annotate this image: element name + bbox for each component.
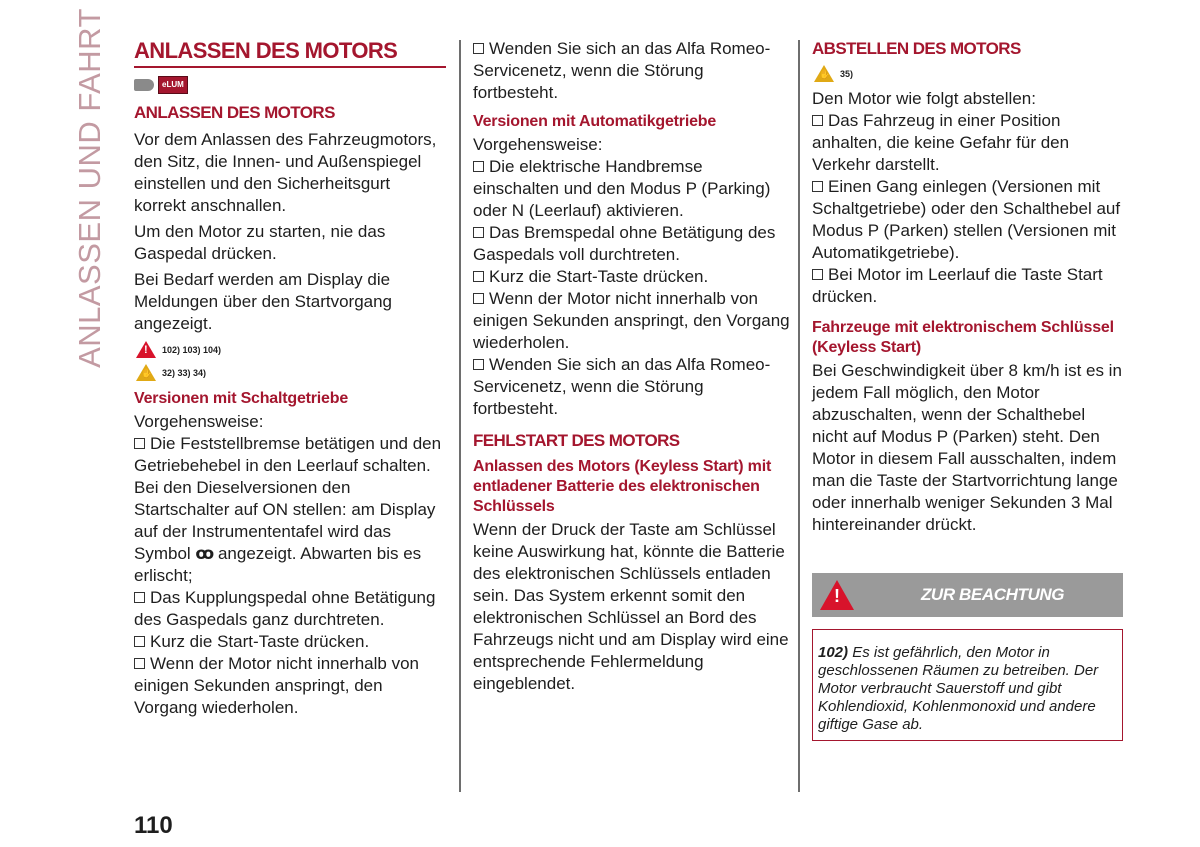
- chapter-side-label: [62, 8, 118, 368]
- paragraph: Wenn der Druck der Taste am Schlüssel keine Auswirkung hat, könnte die Batterie des elektronischen Schlüssels entladen sein. Das System erkennt somit den elektronischen Schlüssel an Bord des Fahrzeugs nicht und am Display wird eine entsprechende Fehlermeldung eingeblendet.: [473, 520, 789, 693]
- step-item: Die elektrische Handbremse einschalten und den Modus P (Parking) oder N (Leerlauf) aktivieren.: [473, 157, 771, 220]
- heading-stop-engine: ABSTELLEN DES MOTORS: [812, 39, 1021, 58]
- page-number: 110: [134, 812, 173, 839]
- caution-hand-icon: [136, 364, 156, 381]
- caution-hand-icon: [814, 65, 834, 82]
- warning-box-title: ZUR BEACHTUNG: [920, 585, 1065, 604]
- step-item: Kurz die Start-Taste drücken.: [134, 631, 446, 653]
- section-title: ANLASSEN DES MOTORS: [134, 38, 446, 68]
- glow-plug-symbol-icon: ꝏ: [195, 544, 214, 563]
- column-divider-1: [459, 40, 461, 792]
- caution-reference-row: [136, 364, 446, 381]
- chapter-side-label-text: ANLASSEN UND FAHRT: [72, 8, 107, 368]
- step-item: Bei Motor im Leerlauf die Taste Start drücken.: [812, 265, 1103, 306]
- checkbox-bullet-icon: [473, 43, 484, 54]
- step-item: Das Kupplungspedal ohne Betätigung des Gaspedals ganz durchtreten.: [134, 588, 436, 629]
- heading-keyless-vehicles: Fahrzeuge mit elektronischem Schlüssel (Keyless Start): [812, 319, 1114, 356]
- warning-box-icon: [812, 573, 862, 617]
- checkbox-bullet-icon: [473, 293, 484, 304]
- checkbox-bullet-icon: [812, 181, 823, 192]
- note-text: Es ist gefährlich, den Motor in geschlossenen Räumen zu betreiben. Der Motor verbraucht Sauerstoff und gibt Kohlendioxid, Kohlenmonoxid und andere giftige Gase ab.: [818, 644, 1099, 733]
- checkbox-bullet-icon: [473, 271, 484, 282]
- subsection-title: ANLASSEN DES MOTORS: [134, 103, 335, 122]
- step-item: Wenden Sie sich an das Alfa Romeo-Servicenetz, wenn die Störung fortbesteht.: [473, 39, 771, 102]
- checkbox-bullet-icon: [473, 161, 484, 172]
- checkbox-bullet-icon: [473, 227, 484, 238]
- heading-false-start: FEHLSTART DES MOTORS: [473, 431, 680, 450]
- checkbox-bullet-icon: [134, 592, 145, 603]
- column-divider-2: [798, 40, 800, 792]
- paragraph: Vor dem Anlassen des Fahrzeugmotors, den Sitz, die Innen- und Außenspiegel einstellen und den Sicherheitsgurt korrekt anschnallen.: [134, 130, 437, 215]
- paragraph: Bei Bedarf werden am Display die Meldungen über den Startvorgang angezeigt.: [134, 270, 393, 333]
- caution-references: 32) 33) 34): [162, 367, 207, 378]
- caution-reference: 35): [840, 68, 854, 79]
- elum-badge-row: [134, 76, 446, 94]
- step-item: Die Feststellbremse betätigen und den Getriebehebel in den Leerlauf schalten. Bei den Dieselversionen den Startschalter auf ON stellen: am Display auf der Instrumententafel wird das Symbol ꝏ angezeigt. Abwarten bis es erlischt;: [134, 434, 442, 585]
- hand-pointer-icon: [134, 79, 154, 91]
- step-item: Das Fahrzeug in einer Position anhalten, die keine Gefahr für den Verkehr darstellt.: [812, 111, 1070, 174]
- checkbox-bullet-icon: [134, 636, 145, 647]
- paragraph: Um den Motor zu starten, nie das Gaspedal drücken.: [134, 222, 386, 263]
- warning-reference-row: [136, 341, 446, 358]
- elum-badge: eLUM: [158, 76, 188, 94]
- warning-references: 102) 103) 104): [162, 344, 222, 355]
- checkbox-bullet-icon: [134, 658, 145, 669]
- heading-automatic-transmission: Versionen mit Automatikgetriebe: [473, 113, 717, 130]
- checkbox-bullet-icon: [473, 359, 484, 370]
- checkbox-bullet-icon: [812, 269, 823, 280]
- caution-reference-row: [814, 65, 1124, 82]
- warning-box-header: [812, 573, 1123, 617]
- checkbox-bullet-icon: [134, 438, 145, 449]
- note-reference: 102): [818, 644, 849, 661]
- warning-triangle-icon: [820, 580, 854, 610]
- procedure-label: Vorgehensweise:: [134, 412, 264, 431]
- paragraph: Bei Geschwindigkeit über 8 km/h ist es in jedem Fall möglich, den Motor abzuschalten, wenn der Schalthebel nicht auf Modus P (Parken) steht. Den Motor in diesem Fall ausschalten, indem man die Taste der Startvorrichtung lange oder innerhalb weniger Sekunden 3 Mal hintereinander drückt.: [812, 361, 1122, 534]
- step-item: Wenn der Motor nicht innerhalb von einigen Sekunden anspringt, den Vorgang wiederholen.: [473, 289, 790, 352]
- column-3: [812, 38, 1124, 741]
- heading-keyless-start: Anlassen des Motors (Keyless Start) mit entladener Batterie des elektronischen Schlüssels: [473, 458, 772, 515]
- checkbox-bullet-icon: [812, 115, 823, 126]
- column-2: [473, 38, 793, 699]
- step-item: Einen Gang einlegen (Versionen mit Schaltgetriebe) oder den Schalthebel auf Modus P (Parken) stellen (Versionen mit Automatikgetriebe).: [812, 177, 1121, 262]
- procedure-label: Vorgehensweise:: [473, 135, 603, 154]
- step-item: Kurz die Start-Taste drücken.: [473, 266, 793, 288]
- paragraph: Den Motor wie folgt abstellen:: [812, 89, 1036, 108]
- warning-note: [812, 629, 1123, 741]
- heading-manual-transmission: Versionen mit Schaltgetriebe: [134, 390, 349, 407]
- column-1: [134, 38, 446, 719]
- warning-triangle-icon: [136, 341, 156, 358]
- step-item: Das Bremspedal ohne Betätigung des Gaspedals voll durchtreten.: [473, 223, 776, 264]
- step-item: Wenden Sie sich an das Alfa Romeo-Servicenetz, wenn die Störung fortbesteht.: [473, 355, 771, 418]
- step-item: Wenn der Motor nicht innerhalb von einigen Sekunden anspringt, den Vorgang wiederholen.: [134, 654, 420, 717]
